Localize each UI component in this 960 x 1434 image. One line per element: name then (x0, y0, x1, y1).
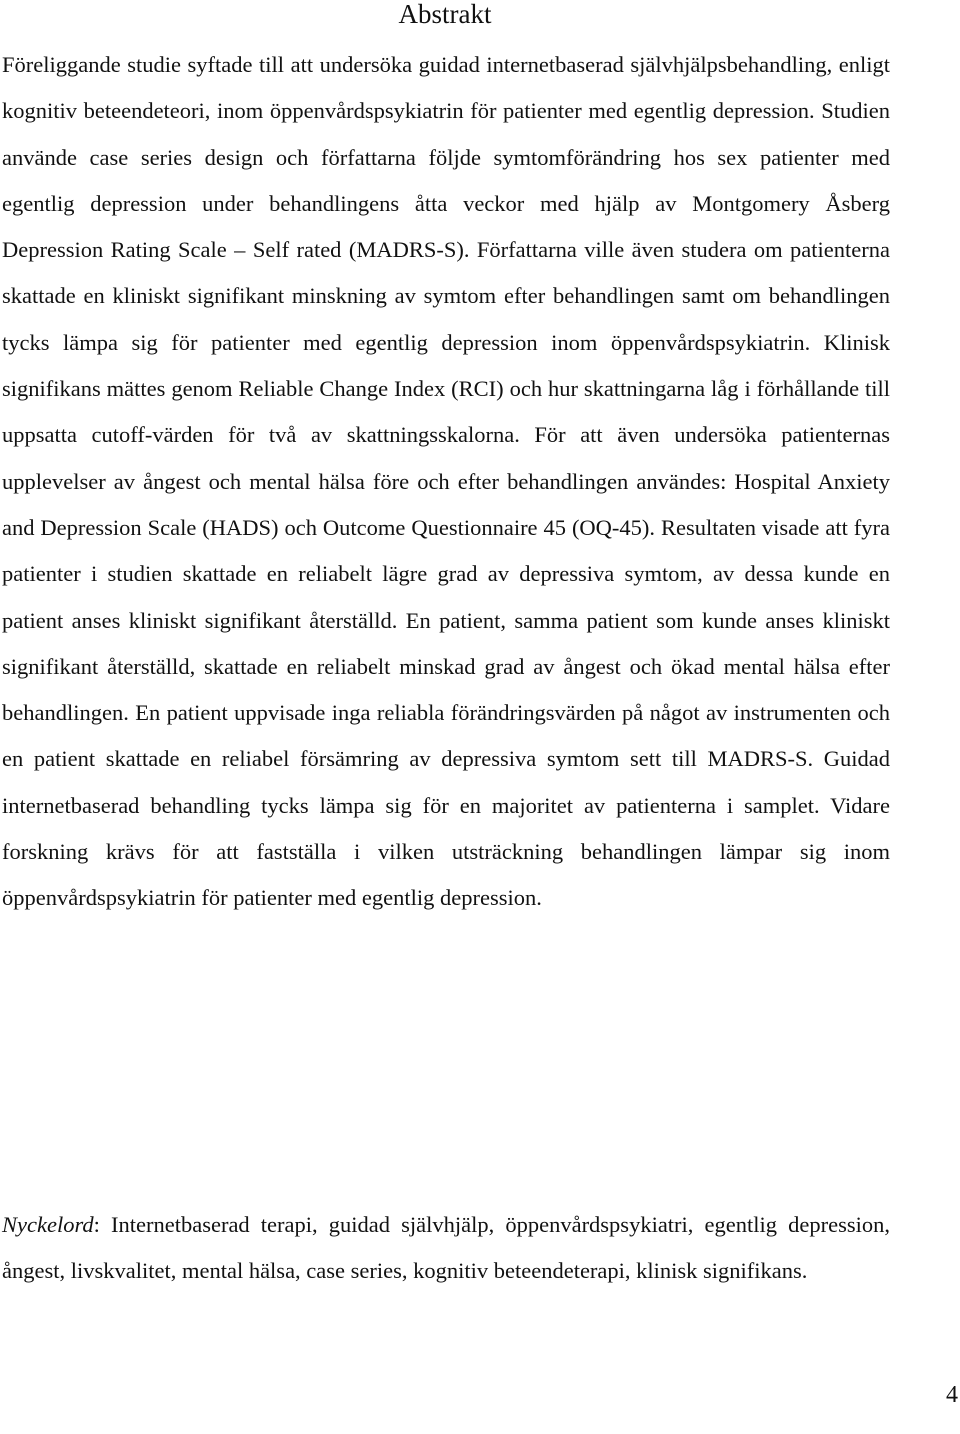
keywords-list: Internetbaserad terapi, guidad självhjälp, öppenvårdspsykiatri, egentlig depression, ångest, livskvalitet, mental hälsa, case series, kognitiv beteendeterapi, klinisk signifikans. (2, 1212, 890, 1284)
page-number: 4 (946, 1382, 958, 1408)
keywords-paragraph (2, 1202, 890, 1295)
abstract-title: Abstrakt (398, 0, 492, 29)
keywords-separator: : (93, 1212, 112, 1237)
abstract-body: Föreliggande studie syftade till att undersöka guidad internetbaserad självhjälpsbehandling, enligt kognitiv beteendeteori, inom öppenvårdspsykiatrin för patienter med egentlig depression. Studien använde case series design och författarna följde symtomförändring hos sex patienter med egentlig depression under behandlingens åtta veckor med hjälp av Montgomery Åsberg Depression Rating Scale – Self rated (MADRS-S). Författarna ville även studera om patienterna skattade en kliniskt signifikant minskning av symtom efter behandlingen samt om behandlingen tycks lämpa sig för patienter med egentlig depression inom öppenvårdspsykiatrin. Klinisk signifikans mättes genom Reliable Change Index (RCI) och hur skattningarna låg i förhållande till uppsatta cutoff-värden för två av skattningsskalorna. För att även undersöka patienternas upplevelser av ångest och mental hälsa före och efter behandlingen användes: Hospital Anxiety and Depression Scale (HADS) och Outcome Questionnaire 45 (OQ-45). Resultaten visade att fyra patienter i studien skattade en reliabelt lägre grad av depressiva symtom, av dessa kunde en patient anses kliniskt signifikant återställd. En patient, samma patient som kunde anses kliniskt signifikant återställd, skattade en reliabelt minskad grad av ångest och ökad mental hälsa efter behandlingen. En patient uppvisade inga reliabla förändringsvärden på något av instrumenten och en patient skattade en reliabel försämring av depressiva symtom sett till MADRS-S. Guidad internetbaserad behandling tycks lämpa sig för en majoritet av patienterna i samplet. Vidare forskning krävs för att fastställa i vilken utsträckning behandlingen lämpar sig inom öppenvårdspsykiatrin för patienter med egentlig depression. (2, 52, 890, 911)
keywords-label: Nyckelord (2, 1212, 94, 1237)
